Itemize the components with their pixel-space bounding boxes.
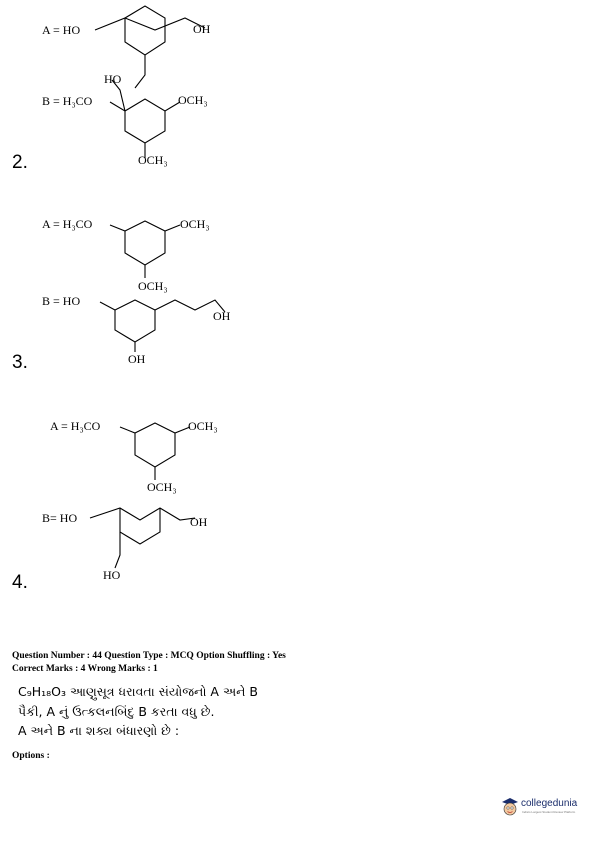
opt3-b-label: B = HO bbox=[42, 294, 81, 308]
opt2-b-bottom: OCH₃ bbox=[138, 153, 168, 167]
option-number-4: 4. bbox=[12, 572, 28, 593]
opt2-a-label: A = HO bbox=[42, 23, 81, 37]
question-text-line3: A અને B ના શક્ય બંધારણો છે : bbox=[18, 723, 180, 738]
brand-tagline: India's Largest Student Review Platform bbox=[522, 810, 576, 814]
opt3-a-label: A = H₃CO bbox=[42, 217, 93, 231]
option-number-2: 2. bbox=[12, 152, 28, 173]
option-number-3: 3. bbox=[12, 352, 28, 373]
opt3-a-bottom: OCH₃ bbox=[138, 279, 168, 293]
question-text-line2: પૈકી, A નું ઉત્કલનબિંદુ B કરતા વધુ છે. bbox=[18, 704, 215, 719]
opt4-b-bottom: HO bbox=[103, 568, 121, 582]
opt4-a-right: OCH₃ bbox=[188, 419, 218, 433]
opt4-a-label: A = H₃CO bbox=[50, 419, 101, 433]
question-meta-line2: Correct Marks : 4 Wrong Marks : 1 bbox=[12, 664, 158, 674]
options-label: Options : bbox=[12, 751, 50, 761]
opt4-a-bottom: OCH₃ bbox=[147, 480, 177, 494]
collegedunia-logo bbox=[501, 793, 591, 821]
mascot-icon bbox=[501, 796, 519, 818]
opt4-b-right: OH bbox=[190, 515, 208, 529]
opt3-a-right: OCH₃ bbox=[180, 217, 210, 231]
opt2-a-right: OH bbox=[193, 22, 211, 36]
opt3-b-right: OH bbox=[213, 309, 231, 323]
opt2-b-top: HO bbox=[104, 72, 122, 86]
question-meta-line1: Question Number : 44 Question Type : MCQ Option Shuffling : Yes bbox=[12, 651, 286, 661]
opt4-b-label: B= HO bbox=[42, 511, 78, 525]
question-text-line1: C₉H₁₈O₃ આણુસૂત્ર ધરાવતા સંયોજનો A અને B bbox=[18, 684, 259, 699]
opt2-b-right: OCH₃ bbox=[178, 93, 208, 107]
brand-name: collegedunia bbox=[521, 798, 578, 809]
opt3-b-bottom: OH bbox=[128, 352, 146, 366]
opt2-b-label: B = H₃CO bbox=[42, 94, 93, 108]
